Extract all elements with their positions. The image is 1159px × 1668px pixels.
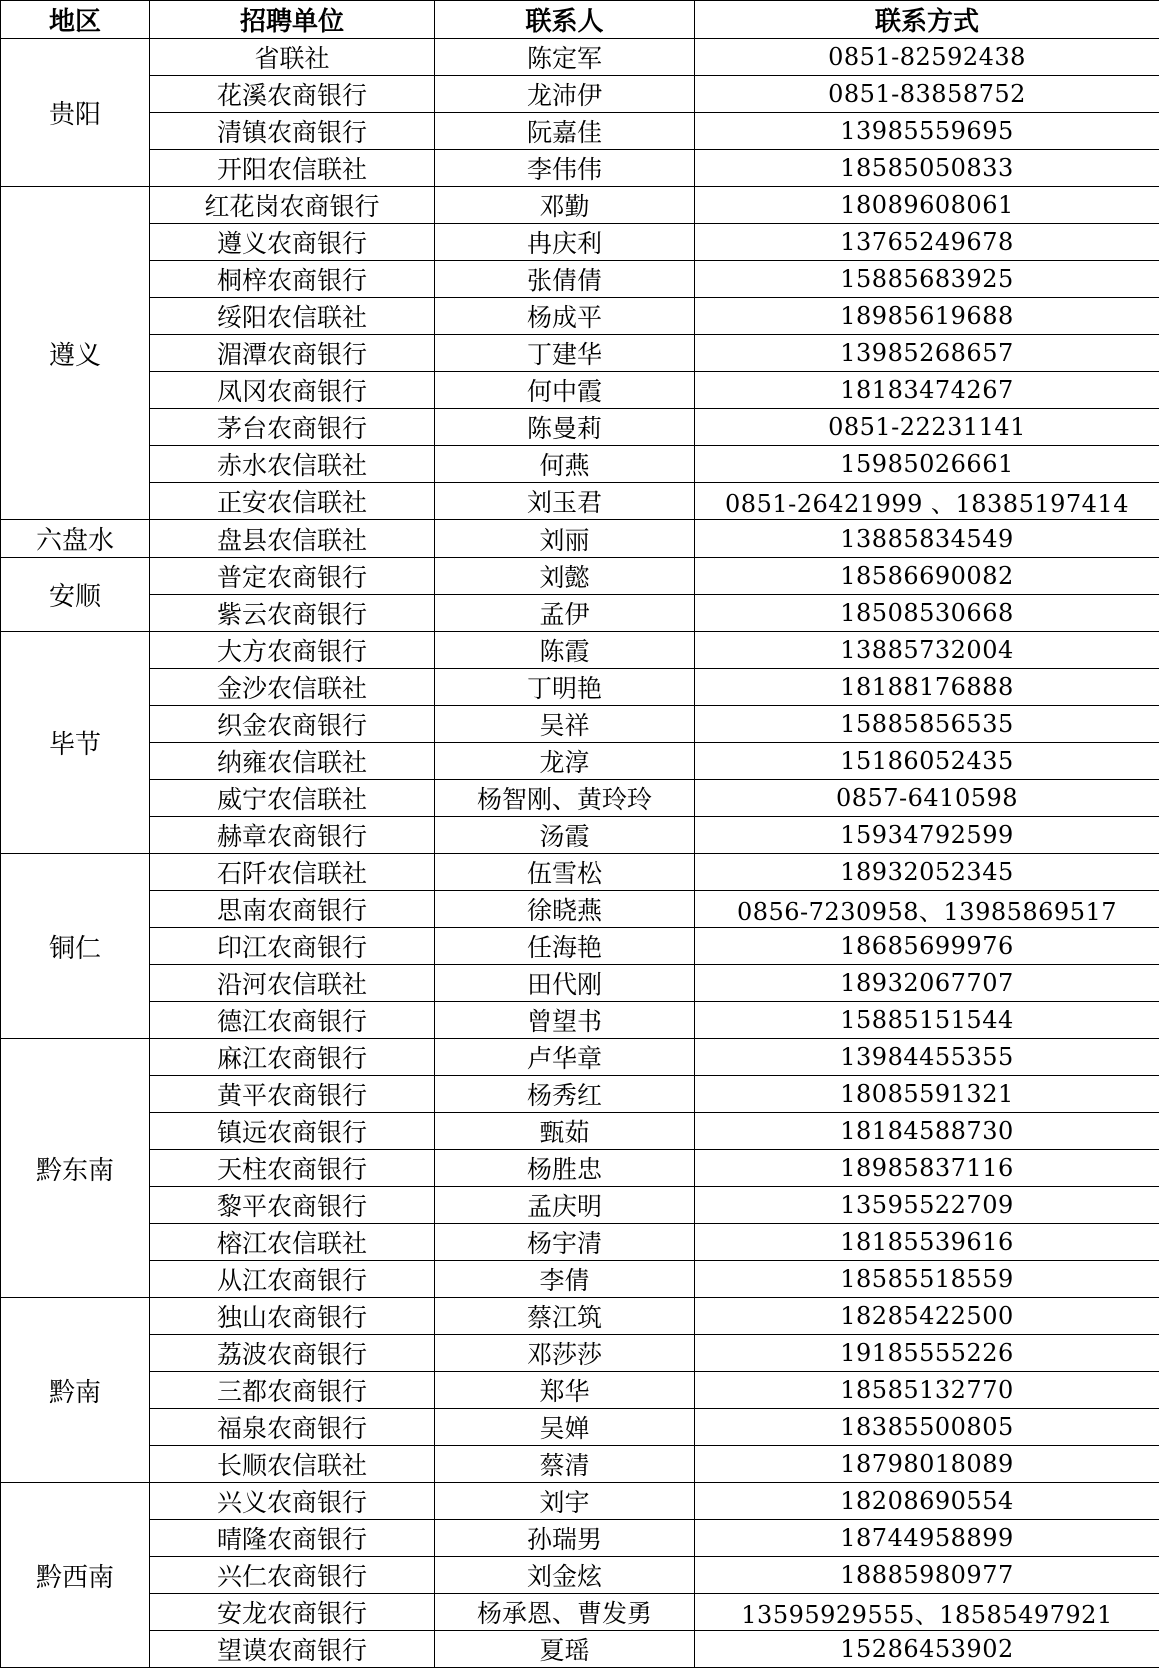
region-cell: 毕节 (1, 632, 150, 854)
employer-cell: 黄平农商银行 (150, 1076, 435, 1113)
contact-person-cell: 杨成平 (435, 298, 695, 335)
contact-info-cell: 15286453902 (695, 1631, 1159, 1668)
contact-person-cell: 刘丽 (435, 520, 695, 558)
contact-person-cell: 邓勤 (435, 187, 695, 224)
contact-info-cell: 0851-82592438 (695, 39, 1159, 76)
contact-info-cell: 18183474267 (695, 372, 1159, 409)
contact-person-cell: 李倩 (435, 1261, 695, 1298)
contact-info-cell: 15885683925 (695, 261, 1159, 298)
contact-person-cell: 刘懿 (435, 558, 695, 595)
employer-cell: 镇远农商银行 (150, 1113, 435, 1150)
table-row (1, 261, 1159, 298)
employer-cell: 遵义农商银行 (150, 224, 435, 261)
contact-person-cell: 丁明艳 (435, 669, 695, 706)
contact-info-cell: 0851-83858752 (695, 76, 1159, 113)
table-row (1, 1224, 1159, 1261)
contact-info-cell: 15186052435 (695, 743, 1159, 780)
contact-info-cell: 15934792599 (695, 817, 1159, 854)
table-row (1, 1372, 1159, 1409)
contact-person-cell: 田代刚 (435, 965, 695, 1002)
contact-info-cell: 19185555226 (695, 1335, 1159, 1372)
table-row (1, 372, 1159, 409)
employer-cell: 开阳农信联社 (150, 150, 435, 187)
contact-person-cell: 李伟伟 (435, 150, 695, 187)
contact-person-cell: 阮嘉佳 (435, 113, 695, 150)
employer-cell: 独山农商银行 (150, 1298, 435, 1335)
contact-info-cell: 13985559695 (695, 113, 1159, 150)
employer-cell: 印江农商银行 (150, 928, 435, 965)
contact-info-cell: 18885980977 (695, 1557, 1159, 1594)
employer-cell: 金沙农信联社 (150, 669, 435, 706)
table-row (1, 1002, 1159, 1039)
employer-cell: 石阡农信联社 (150, 854, 435, 891)
contact-person-cell: 吴婵 (435, 1409, 695, 1446)
contact-info-cell: 18184588730 (695, 1113, 1159, 1150)
contact-info-cell: 0851-26421999 、18385197414 (695, 483, 1159, 520)
table-row (1, 1520, 1159, 1557)
contact-info-cell: 18188176888 (695, 669, 1159, 706)
contact-person-cell: 张倩倩 (435, 261, 695, 298)
contact-person-cell: 郑华 (435, 1372, 695, 1409)
table-row (1, 1076, 1159, 1113)
table-row (1, 1594, 1159, 1631)
contact-person-cell: 陈霞 (435, 632, 695, 669)
contact-info-cell: 18932052345 (695, 854, 1159, 891)
employer-cell: 赤水农信联社 (150, 446, 435, 483)
employer-cell: 绥阳农信联社 (150, 298, 435, 335)
contact-person-cell: 何中霞 (435, 372, 695, 409)
table-row (1, 1335, 1159, 1372)
table-row (1, 595, 1159, 632)
table-row (1, 669, 1159, 706)
contact-info-cell: 18089608061 (695, 187, 1159, 224)
contact-info-cell: 18085591321 (695, 1076, 1159, 1113)
employer-cell: 天柱农商银行 (150, 1150, 435, 1187)
table-row (1, 446, 1159, 483)
header-region: 地区 (1, 1, 150, 39)
contact-info-cell: 0851-22231141 (695, 409, 1159, 446)
table-row (1, 854, 1159, 891)
contact-info-cell: 18585132770 (695, 1372, 1159, 1409)
employer-cell: 花溪农商银行 (150, 76, 435, 113)
employer-cell: 晴隆农商银行 (150, 1520, 435, 1557)
employer-cell: 省联社 (150, 39, 435, 76)
contact-person-cell: 陈定军 (435, 39, 695, 76)
contact-person-cell: 龙沛伊 (435, 76, 695, 113)
table-row (1, 1039, 1159, 1076)
contact-info-cell: 18585518559 (695, 1261, 1159, 1298)
contact-person-cell: 陈曼莉 (435, 409, 695, 446)
table-row (1, 1261, 1159, 1298)
contact-person-cell: 卢华章 (435, 1039, 695, 1076)
contact-person-cell: 吴祥 (435, 706, 695, 743)
contact-info-cell: 13885732004 (695, 632, 1159, 669)
table-row (1, 632, 1159, 669)
contact-person-cell: 蔡江筑 (435, 1298, 695, 1335)
table-row (1, 1409, 1159, 1446)
employer-cell: 湄潭农商银行 (150, 335, 435, 372)
employer-cell: 纳雍农信联社 (150, 743, 435, 780)
contact-person-cell: 甄茹 (435, 1113, 695, 1150)
region-cell: 铜仁 (1, 854, 150, 1039)
table-row (1, 76, 1159, 113)
employer-cell: 黎平农商银行 (150, 1187, 435, 1224)
table-row (1, 891, 1159, 928)
header-employer: 招聘单位 (150, 1, 435, 39)
employer-cell: 赫章农商银行 (150, 817, 435, 854)
contact-info-cell: 18385500805 (695, 1409, 1159, 1446)
contact-person-cell: 杨智刚、黄玲玲 (435, 780, 695, 817)
contact-info-cell: 18285422500 (695, 1298, 1159, 1335)
contact-person-cell: 任海艳 (435, 928, 695, 965)
table-row (1, 150, 1159, 187)
employer-cell: 长顺农信联社 (150, 1446, 435, 1483)
table-row (1, 1298, 1159, 1335)
contact-person-cell: 杨胜忠 (435, 1150, 695, 1187)
employer-cell: 桐梓农商银行 (150, 261, 435, 298)
contact-info-cell: 13595522709 (695, 1187, 1159, 1224)
contact-info-cell: 15885856535 (695, 706, 1159, 743)
contact-person-cell: 何燕 (435, 446, 695, 483)
table-row (1, 187, 1159, 224)
employer-cell: 福泉农商银行 (150, 1409, 435, 1446)
employer-cell: 织金农商银行 (150, 706, 435, 743)
table-row (1, 1187, 1159, 1224)
table-row (1, 1557, 1159, 1594)
employer-cell: 从江农商银行 (150, 1261, 435, 1298)
table-row (1, 965, 1159, 1002)
contact-info-cell: 18185539616 (695, 1224, 1159, 1261)
region-cell: 遵义 (1, 187, 150, 520)
contact-person-cell: 刘玉君 (435, 483, 695, 520)
employer-cell: 清镇农商银行 (150, 113, 435, 150)
contact-person-cell: 杨秀红 (435, 1076, 695, 1113)
employer-cell: 思南农商银行 (150, 891, 435, 928)
employer-cell: 红花岗农商银行 (150, 187, 435, 224)
employer-cell: 正安农信联社 (150, 483, 435, 520)
table-row (1, 743, 1159, 780)
contact-info-cell: 18585050833 (695, 150, 1159, 187)
table-row (1, 113, 1159, 150)
table-row (1, 1483, 1159, 1520)
table-row (1, 1150, 1159, 1187)
contact-info-cell: 18744958899 (695, 1520, 1159, 1557)
table-row (1, 1631, 1159, 1668)
contact-info-cell: 18586690082 (695, 558, 1159, 595)
contact-info-cell: 13595929555、18585497921 (695, 1594, 1159, 1631)
table-row (1, 224, 1159, 261)
region-cell: 贵阳 (1, 39, 150, 187)
header-row (1, 1, 1159, 39)
header-contact-person: 联系人 (435, 1, 695, 39)
region-cell: 黔西南 (1, 1483, 150, 1668)
contact-person-cell: 丁建华 (435, 335, 695, 372)
contact-info-cell: 18208690554 (695, 1483, 1159, 1520)
table-body (1, 39, 1159, 1668)
employer-cell: 茅台农商银行 (150, 409, 435, 446)
contact-info-cell: 15985026661 (695, 446, 1159, 483)
employer-cell: 兴义农商银行 (150, 1483, 435, 1520)
contact-info-cell: 13984455355 (695, 1039, 1159, 1076)
contact-info-cell: 0857-6410598 (695, 780, 1159, 817)
employer-cell: 凤冈农商银行 (150, 372, 435, 409)
table-row (1, 483, 1159, 520)
employer-cell: 威宁农信联社 (150, 780, 435, 817)
employer-cell: 沿河农信联社 (150, 965, 435, 1002)
contact-info-cell: 15885151544 (695, 1002, 1159, 1039)
contact-info-cell: 18932067707 (695, 965, 1159, 1002)
region-cell: 黔南 (1, 1298, 150, 1483)
employer-cell: 大方农商银行 (150, 632, 435, 669)
contact-info-cell: 18508530668 (695, 595, 1159, 632)
contact-person-cell: 刘金炫 (435, 1557, 695, 1594)
contact-person-cell: 徐晓燕 (435, 891, 695, 928)
table-row (1, 1113, 1159, 1150)
employer-cell: 安龙农商银行 (150, 1594, 435, 1631)
contact-person-cell: 龙淳 (435, 743, 695, 780)
contact-info-cell: 18985619688 (695, 298, 1159, 335)
employer-cell: 麻江农商银行 (150, 1039, 435, 1076)
contact-person-cell: 冉庆利 (435, 224, 695, 261)
contact-info-cell: 18685699976 (695, 928, 1159, 965)
table-row (1, 298, 1159, 335)
contact-info-cell: 0856-7230958、13985869517 (695, 891, 1159, 928)
table-row (1, 928, 1159, 965)
employer-cell: 榕江农信联社 (150, 1224, 435, 1261)
contact-person-cell: 伍雪松 (435, 854, 695, 891)
table-row (1, 558, 1159, 595)
employer-cell: 紫云农商银行 (150, 595, 435, 632)
contact-person-cell: 汤霞 (435, 817, 695, 854)
contact-person-cell: 邓莎莎 (435, 1335, 695, 1372)
employer-cell: 德江农商银行 (150, 1002, 435, 1039)
contact-info-cell: 13765249678 (695, 224, 1159, 261)
table-row (1, 520, 1159, 558)
table-row (1, 39, 1159, 76)
employer-cell: 盘县农信联社 (150, 520, 435, 558)
header-contact-info: 联系方式 (695, 1, 1159, 39)
region-cell: 安顺 (1, 558, 150, 632)
table-row (1, 817, 1159, 854)
employer-cell: 普定农商银行 (150, 558, 435, 595)
contact-person-cell: 杨宇清 (435, 1224, 695, 1261)
region-cell: 六盘水 (1, 520, 150, 558)
contact-person-cell: 孟庆明 (435, 1187, 695, 1224)
contact-info-cell: 13985268657 (695, 335, 1159, 372)
contact-person-cell: 孟伊 (435, 595, 695, 632)
table-row (1, 409, 1159, 446)
contact-info-cell: 18798018089 (695, 1446, 1159, 1483)
contact-info-cell: 13885834549 (695, 520, 1159, 558)
employer-cell: 荔波农商银行 (150, 1335, 435, 1372)
employer-cell: 望谟农商银行 (150, 1631, 435, 1668)
table-row (1, 1446, 1159, 1483)
contact-person-cell: 夏瑶 (435, 1631, 695, 1668)
contact-person-cell: 孙瑞男 (435, 1520, 695, 1557)
contact-info-cell: 18985837116 (695, 1150, 1159, 1187)
region-cell: 黔东南 (1, 1039, 150, 1298)
employer-cell: 三都农商银行 (150, 1372, 435, 1409)
contact-person-cell: 杨承恩、曹发勇 (435, 1594, 695, 1631)
contact-person-cell: 蔡清 (435, 1446, 695, 1483)
employer-cell: 兴仁农商银行 (150, 1557, 435, 1594)
contact-person-cell: 曾望书 (435, 1002, 695, 1039)
table-row (1, 706, 1159, 743)
contact-person-cell: 刘宇 (435, 1483, 695, 1520)
table-row (1, 335, 1159, 372)
table-row (1, 780, 1159, 817)
